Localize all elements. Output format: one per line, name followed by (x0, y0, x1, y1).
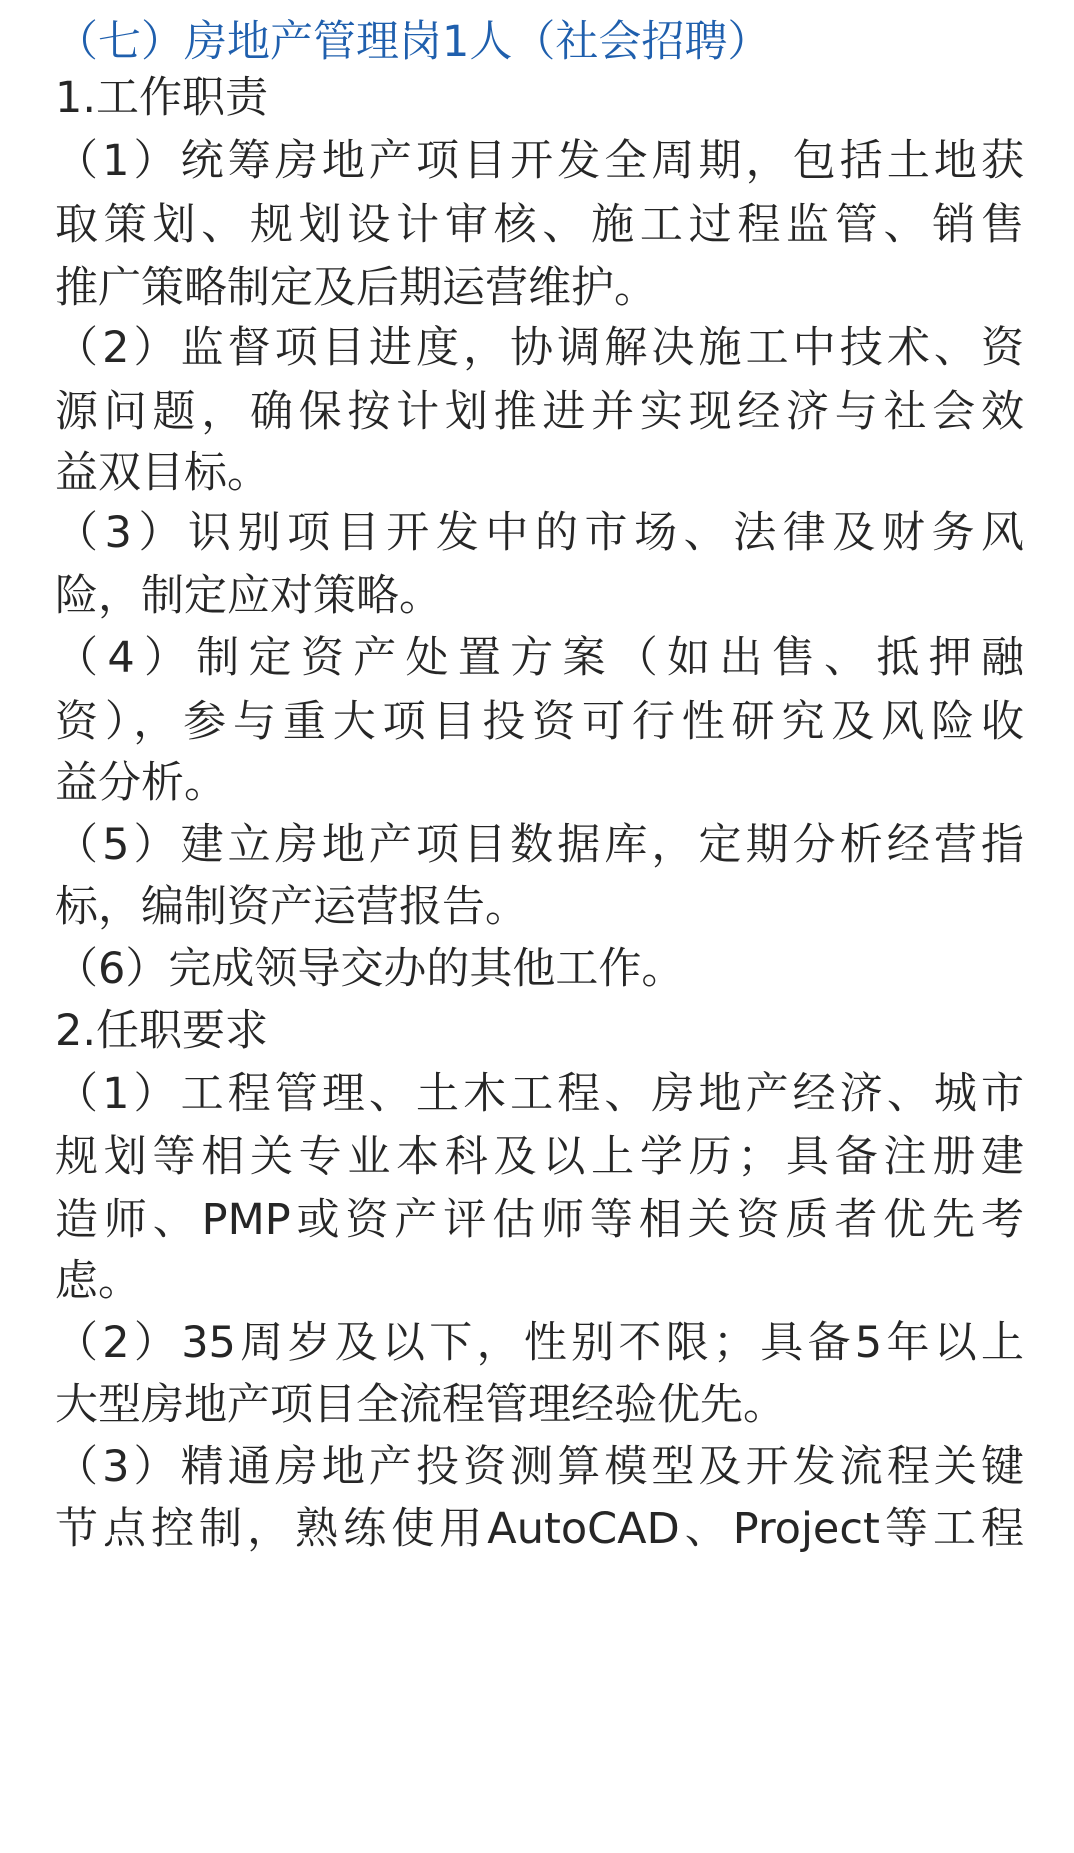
duty-2-line-3: 益双目标。 (55, 448, 270, 498)
duty-3-line-2: 险，制定应对策略。 (55, 571, 442, 621)
requirement-1-line-4: 虑。 (55, 1256, 141, 1306)
requirement-2-line-1: （2）35周岁及以下，性别不限；具备5年以上 (55, 1318, 1024, 1368)
requirement-2-line-2: 大型房地产项目全流程管理经验优先。 (55, 1380, 786, 1430)
section-heading-duties: 1.工作职责 (55, 73, 269, 123)
requirement-1-line-2: 规划等相关专业本科及以上学历；具备注册建 (55, 1132, 1024, 1182)
job-title: （七）房地产管理岗1人（社会招聘） (55, 17, 771, 67)
duty-6-line-1: （6）完成领导交办的其他工作。 (55, 944, 685, 994)
duty-4-line-2: 资），参与重大项目投资可行性研究及风险收 (55, 697, 1024, 747)
duty-1-line-3: 推广策略制定及后期运营维护。 (55, 263, 657, 313)
requirement-3-line-1: （3）精通房地产投资测算模型及开发流程关键 (55, 1442, 1024, 1492)
requirement-1-line-1: （1）工程管理、土木工程、房地产经济、城市 (55, 1069, 1024, 1119)
duty-2-line-1: （2）监督项目进度，协调解决施工中技术、资 (55, 323, 1024, 373)
duty-3-line-1: （3）识别项目开发中的市场、法律及财务风 (55, 508, 1024, 558)
duty-1-line-2: 取策划、规划设计审核、施工过程监管、销售 (55, 200, 1024, 250)
duty-4-line-3: 益分析。 (55, 758, 227, 808)
requirement-3-line-2: 节点控制，熟练使用AutoCAD、Project等工程 (55, 1504, 1024, 1554)
duty-5-line-2: 标，编制资产运营报告。 (55, 882, 528, 932)
duty-2-line-2: 源问题，确保按计划推进并实现经济与社会效 (55, 387, 1024, 437)
duty-1-line-1: （1）统筹房地产项目开发全周期，包括土地获 (55, 136, 1024, 186)
requirement-1-line-3: 造师、PMP或资产评估师等相关资质者优先考 (55, 1195, 1024, 1245)
section-heading-requirements: 2.任职要求 (55, 1006, 269, 1056)
duty-4-line-1: （4）制定资产处置方案（如出售、抵押融 (55, 633, 1024, 683)
duty-5-line-1: （5）建立房地产项目数据库，定期分析经营指 (55, 820, 1024, 870)
